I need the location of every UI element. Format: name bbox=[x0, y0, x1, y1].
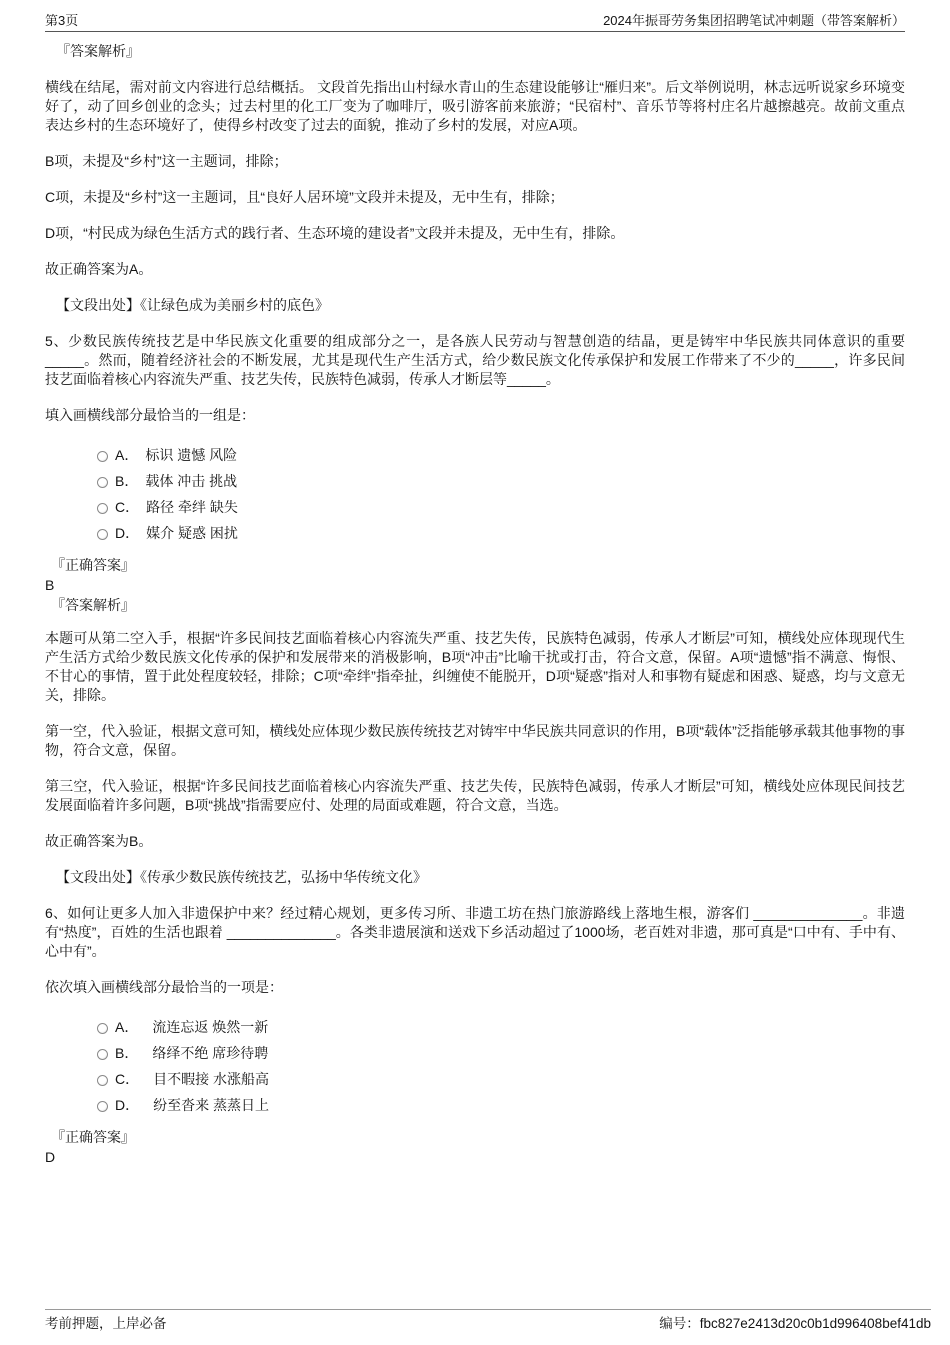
q5-conclusion: 故正确答案为B。 bbox=[45, 833, 153, 849]
q4-conclusion: 故正确答案为A。 bbox=[45, 261, 153, 277]
radio-button-icon[interactable] bbox=[97, 1101, 108, 1112]
q6-option-c[interactable] bbox=[45, 1066, 905, 1092]
q5-analysis-label: 『答案解析』 bbox=[51, 597, 135, 613]
option-text: 络绎不绝 席珍待聘 bbox=[152, 1044, 269, 1061]
option-text: 标识 遗憾 风险 bbox=[145, 446, 238, 463]
footer-serial-value: fbc827e2413d20c0b1d996408bef41db bbox=[699, 1316, 931, 1331]
option-letter: A． bbox=[115, 446, 139, 463]
option-letter: B． bbox=[115, 1044, 139, 1061]
document-body bbox=[45, 42, 905, 1167]
page-number: 第3页 bbox=[45, 13, 79, 28]
q6-stem: 6、如何让更多人加入非遗保护中来？经过精心规划，更多传习所、非遗工坊在热门旅游路线上落地生根，游客们 ______________。非遗有“热度”，百姓的生活也跟着 ______________。各类非遗展演和送戏下乡活动超过了1000场，老百姓对非遗，那可真是“口中有、手中有、心中有”。 bbox=[45, 905, 905, 959]
option-letter: B． bbox=[115, 472, 139, 489]
option-text: 流连忘返 焕然一新 bbox=[152, 1018, 269, 1035]
q6-instruction: 依次填入画横线部分最恰当的一项是： bbox=[45, 979, 283, 995]
q5-source: 【文段出处】《传承少数民族传统技艺，弘扬中华传统文化》 bbox=[56, 869, 427, 885]
option-letter: A． bbox=[115, 1018, 139, 1035]
q5-stem: 5、少数民族传统技艺是中华民族文化重要的组成部分之一，是各族人民劳动与智慧创造的结晶，更是铸牢中华民族共同体意识的重要_____。然而，随着经济社会的不断发展，尤其是现代生产生活方式，给少数民族文化传承保护和发展工作带来了不少的_____，许多民间技艺面临着核心内容流失严重、技艺失传，民族特色减弱，传承人才断层等_____。 bbox=[45, 333, 905, 387]
radio-button-icon[interactable] bbox=[97, 1075, 108, 1086]
q4-option-c-note: C项，未提及“乡村”这一主题词，且“良好人居环境”文段并未提及，无中生有，排除； bbox=[45, 189, 564, 205]
q5-analysis-text-3: 第三空，代入验证，根据“许多民间技艺面临着核心内容流失严重、技艺失传，民族特色减弱，传承人才断层”可知，横线处应体现民间技艺发展面临着许多问题，B项“挑战”指需要应付、处理的局面或难题，符合文意，当选。 bbox=[45, 778, 905, 813]
q4-analysis-text: 横线在结尾，需对前文内容进行总结概括。 文段首先指出山村绿水青山的生态建设能够让“雁归来”。后文举例说明，林志远听说家乡环境变好了，动了回乡创业的念头；过去村里的化工厂变为了咖啡厅，吸引游客前来旅游；“民宿村”、音乐节等将村庄名片越擦越亮。故前文重点表达乡村的生态环境好了，使得乡村改变了过去的面貌，推动了乡村的发展，对应A项。 bbox=[45, 79, 905, 133]
q5-analysis-text-1: 本题可从第二空入手，根据“许多民间技艺面临着核心内容流失严重、技艺失传，民族特色减弱，传承人才断层”可知，横线处应体现现代生产生活方式给少数民族文化传承的保护和发展带来的消极影响，B项“冲击”比喻干扰或打击，符合文意，保留。A项“遗憾”指不满意、悔恨、不甘心的事情，置于此处程度较轻，排除；C项“牵绊”指牵扯，纠缠使不能脱开，D项“疑惑”指对人和事物有疑虑和困惑、疑惑，均与文意无关，排除。 bbox=[45, 630, 905, 703]
option-text: 目不暇接 水涨船高 bbox=[153, 1070, 270, 1087]
q5-analysis-text-2: 第一空，代入验证，根据文意可知，横线处应体现少数民族传统技艺对铸牢中华民族共同意识的作用，B项“载体”泛指能够承载其他事物的事物，符合文意，保留。 bbox=[45, 723, 905, 758]
document-title: 2024年振哥劳务集团招聘笔试冲刺题（带答案解析） bbox=[603, 13, 905, 28]
q6-correct-answer-label: 『正确答案』 bbox=[51, 1129, 135, 1145]
q5-option-a[interactable] bbox=[45, 442, 905, 468]
q6-correct-answer: D bbox=[45, 1149, 56, 1165]
footer-serial-label: 编号： bbox=[659, 1316, 700, 1331]
option-text: 媒介 疑惑 困扰 bbox=[146, 524, 238, 541]
radio-button-icon[interactable] bbox=[97, 477, 108, 488]
q6-option-b[interactable] bbox=[45, 1040, 905, 1066]
option-letter: C． bbox=[115, 498, 140, 515]
radio-button-icon[interactable] bbox=[97, 529, 108, 540]
q5-instruction: 填入画横线部分最恰当的一组是： bbox=[45, 407, 255, 423]
option-text: 纷至沓来 蒸蒸日上 bbox=[153, 1096, 270, 1113]
q5-options bbox=[45, 442, 905, 546]
q4-analysis-label: 『答案解析』 bbox=[56, 43, 140, 59]
option-letter: C． bbox=[115, 1070, 140, 1087]
q5-option-b[interactable] bbox=[45, 468, 905, 494]
q6-options bbox=[45, 1014, 905, 1118]
q4-option-b-note: B项，未提及“乡村”这一主题词，排除； bbox=[45, 153, 288, 169]
option-text: 路径 牵绊 缺失 bbox=[146, 498, 238, 515]
q6-option-a[interactable] bbox=[45, 1014, 905, 1040]
radio-button-icon[interactable] bbox=[97, 503, 108, 514]
radio-button-icon[interactable] bbox=[97, 451, 108, 462]
footer-slogan: 考前押题，上岸必备 bbox=[45, 1316, 167, 1331]
q5-correct-answer-label: 『正确答案』 bbox=[51, 557, 135, 573]
q6-option-d[interactable] bbox=[45, 1092, 905, 1118]
q5-option-d[interactable] bbox=[45, 520, 905, 546]
footer-serial bbox=[659, 1315, 931, 1332]
q5-option-c[interactable] bbox=[45, 494, 905, 520]
q5-correct-answer: B bbox=[45, 577, 55, 593]
option-letter: D． bbox=[115, 524, 140, 541]
option-text: 载体 冲击 挑战 bbox=[145, 472, 238, 489]
q4-option-d-note: D项，“村民成为绿色生活方式的践行者、生态环境的建设者”文段并未提及，无中生有，排除。 bbox=[45, 225, 625, 241]
option-letter: D． bbox=[115, 1096, 140, 1113]
page-header bbox=[45, 13, 905, 32]
q4-source: 【文段出处】《让绿色成为美丽乡村的底色》 bbox=[56, 297, 329, 313]
radio-button-icon[interactable] bbox=[97, 1023, 108, 1034]
radio-button-icon[interactable] bbox=[97, 1049, 108, 1060]
page-footer bbox=[45, 1309, 931, 1332]
